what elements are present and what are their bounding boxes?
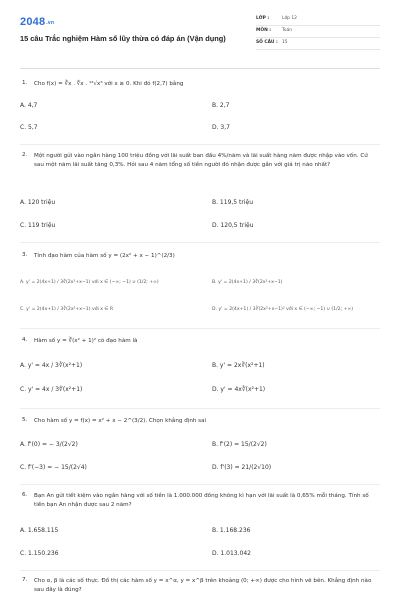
option-a-text: A. y' = 2(4x+1) / 3∛(2x²+x−1) với x ∈ (−∞; −1) ∪ (1/2; +∞) xyxy=(20,280,159,285)
option-a[interactable]: A. 4,7 xyxy=(20,102,38,109)
question-number: 3. xyxy=(22,252,28,258)
question-divider xyxy=(20,484,380,485)
option-d[interactable]: D. 1.013.042 xyxy=(212,550,251,557)
header-divider xyxy=(20,68,380,69)
option-d[interactable]: D. y' = 4x∛(x²+1) xyxy=(212,386,266,393)
question-text: Cho hàm số y = f(x) = x² + x − 2^(3/2). Chọn khẳng định sai xyxy=(34,418,207,424)
question-text: Một người gửi vào ngân hàng 100 triệu đồng với lãi suất ban đầu 4%/năm và lãi suất hàng năm được nhập vào vốn. Cứ sau một năm lãi suất tăng 0,3%. Hỏi sau 4 năm tổng số tiền người đó nhận được gần với giá trị nào nhất? xyxy=(34,153,368,168)
question-number: 6. xyxy=(22,492,28,498)
question-number: 2. xyxy=(22,152,28,158)
meta-row-class xyxy=(256,14,380,26)
meta-table xyxy=(256,14,380,50)
option-a[interactable]: A. f'(0) = − 3/(2√2) xyxy=(20,441,78,448)
option-c[interactable]: C. y' = 4x / 3∜(x²+1) xyxy=(20,386,83,393)
option-b[interactable]: B. 1.168.236 xyxy=(212,527,251,534)
option-d-text: D. y' = 2(4x+1) / 3∛(2x²+x−1)² với x ∈ (−∞; −1) ∪ (1/2; +∞) xyxy=(212,307,354,312)
question-text: Cho f(x) = ∛x . ∜x . ¹²√x⁵ với x ≥ 0. Khi đó f(2,7) bằng xyxy=(34,81,184,87)
site-logo[interactable] xyxy=(20,16,54,28)
option-b[interactable] xyxy=(212,278,282,285)
option-b[interactable]: B. 2,7 xyxy=(212,102,230,109)
document-header xyxy=(20,14,380,60)
logo-main: 2048 xyxy=(20,16,46,28)
option-b[interactable]: B. 119,5 triệu xyxy=(212,199,253,206)
meta-value: Toán xyxy=(282,28,293,33)
question-divider xyxy=(20,570,380,571)
option-d[interactable]: D. 120,5 triệu xyxy=(212,222,254,229)
question-text: Tính đạo hàm của hàm số y = (2x² + x − 1)^(2/3) xyxy=(34,253,175,259)
question-text: Bạn An gửi tiết kiệm vào ngân hàng với số tiền là 1.000.000 đồng không kì hạn với lãi suất là 0,65% mỗi tháng. Tính số tiền bạn An nhận được sau 2 năm? xyxy=(34,493,369,508)
option-c[interactable]: C. f'(−3) = − 15/(2√4) xyxy=(20,464,87,471)
option-b[interactable]: B. y' = 2x∛(x²+1) xyxy=(212,362,265,369)
option-c-text: C. y' = 2(4x+1) / 3∛(2x²+x−1) với x ∈ R xyxy=(20,307,114,312)
option-d[interactable]: D. 3,7 xyxy=(212,124,230,131)
option-a[interactable]: A. y' = 4x / 3∛(x²+1) xyxy=(20,362,83,369)
meta-row-subject xyxy=(256,26,380,38)
option-d[interactable] xyxy=(212,305,353,312)
meta-row-count xyxy=(256,38,380,50)
meta-value: Lớp 12 xyxy=(282,16,297,21)
question-number: 1. xyxy=(22,80,28,86)
meta-label: MÔN : xyxy=(256,28,272,33)
question-divider xyxy=(20,408,380,409)
question-text: Cho α, β là các số thực. Đồ thị các hàm số y = x^α, y = x^β trên khoảng (0; +∞) được cho hình vẽ bên. Khẳng định nào sau đây là đúng? xyxy=(34,578,372,593)
option-c[interactable] xyxy=(20,305,113,312)
question-divider xyxy=(20,328,380,329)
option-a[interactable]: A. 1.658.115 xyxy=(20,527,59,534)
question-divider xyxy=(20,144,380,145)
option-a[interactable]: A. 120 triệu xyxy=(20,199,56,206)
option-d[interactable]: D. f'(3) = 21/(2√10) xyxy=(212,464,272,471)
question-number: 5. xyxy=(22,417,28,423)
option-b-text: B. y' = 2(4x+1) / 3∛(2x²+x−1) xyxy=(212,280,283,285)
option-c[interactable]: C. 1.150.236 xyxy=(20,550,59,557)
option-a[interactable] xyxy=(20,278,159,285)
question-divider xyxy=(20,242,380,243)
option-b[interactable]: B. f'(2) = 15/(2√2) xyxy=(212,441,267,448)
meta-label: SỐ CÂU : xyxy=(256,40,278,45)
question-number: 7. xyxy=(22,577,28,583)
question-text: Hàm số y = ∛(x² + 1)² có đạo hàm là xyxy=(34,338,138,344)
logo-tld: .vn xyxy=(46,20,55,26)
meta-label: LỚP : xyxy=(256,16,270,21)
meta-value: 15 xyxy=(282,40,288,45)
option-c[interactable]: C. 5,7 xyxy=(20,124,38,131)
option-c[interactable]: C. 119 triệu xyxy=(20,222,56,229)
document-title: 15 câu Trắc nghiệm Hàm số lũy thừa có đáp án (Vận dụng) xyxy=(20,34,226,43)
question-number: 4. xyxy=(22,337,28,343)
